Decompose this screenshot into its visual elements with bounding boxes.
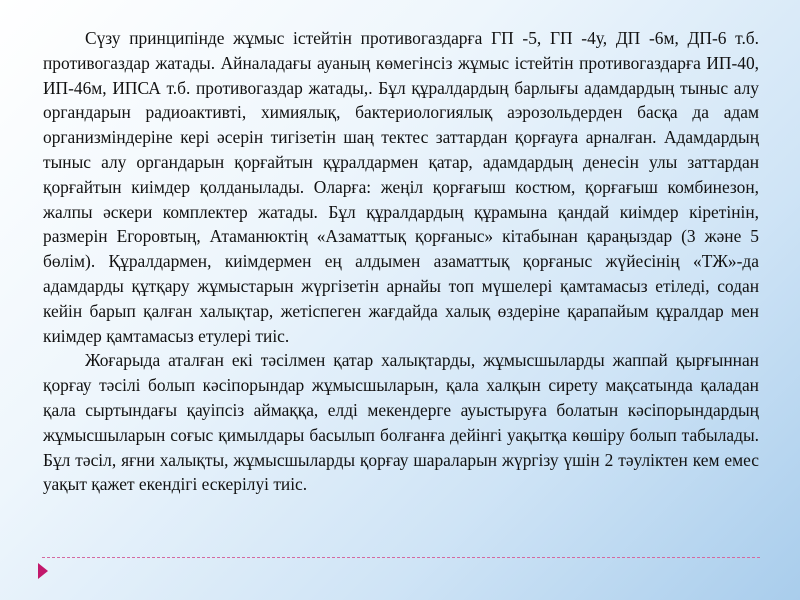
body-text bbox=[43, 26, 759, 497]
paragraph-2: Жоғарыда аталған екі тәсілмен қатар халықтарды, жұмысшыларды жаппай қырғыннан қорғау тәсілі болып кәсіпорындар жұмысшыларын, қала халқын сирету мақсатында қаладан қала сыртындағы қауіпсіз аймаққа, елді мекендерге ауыстыруға болатын кәсіпорындардың жұмысшыларын соғыс қимылдары басылып болғанға дейінгі уақытқа көшіру болып табылады. Бұл тәсіл, яғни халықты, жұмысшыларды қорғау шараларын жүргізу үшін 2 тәуліктен кем емес уақыт қажет екендігі ескерілуі тиіс. bbox=[43, 350, 759, 495]
triangle-right-icon[interactable] bbox=[38, 563, 48, 579]
footer-divider bbox=[42, 557, 760, 558]
paragraph-1: Сүзу принципінде жұмыс істейтін противогаздарға ГП -5, ГП -4у, ДП -6м, ДП-6 т.б. противогаздар жатады. Айналадағы ауаның көмегінсіз жұмыс істейтін противогаздарға ИП-40, ИП-46м, ИПСА т.б. противогаздар жатады,. Бұл құралдардың барлығы адамдардың тыныс алу органдарын радиоактивті, химиялық, бактериологиялық аэрозольдерден басқа да адам организміндеріне кері әсерін тигізетін шаң тектес заттардан қорғауға арналған. Адамдардың тыныс алу органдарын қорғайтын құралдармен қатар, адамдардың денесін улы заттардан қорғайтын киімдер қолданылады. Оларға: жеңіл қорғағыш костюм, қорғағыш комбинезон, жалпы әскери комплектер жатады. Бұл құралдардың құрамына қандай киімдер кіретінін, размерін Егоровтың, Атаманюктің «Азаматтық қорғаныс» кітабынан қараңыздар (3 және 5 бөлім). Құралдармен, киімдермен ең алдымен азаматтық қорғаныс жүйесінің «ТЖ»-да адамдарды құтқару жұмыстарын жүргізетін арнайы топ мүшелері қамтамасыз етіледі, содан кейін барып қалған халықтар, жетіспеген жағдайда халық өздеріне қарапайым құралдар мен киімдер қамтамасыз етулері тиіс. bbox=[43, 28, 759, 346]
